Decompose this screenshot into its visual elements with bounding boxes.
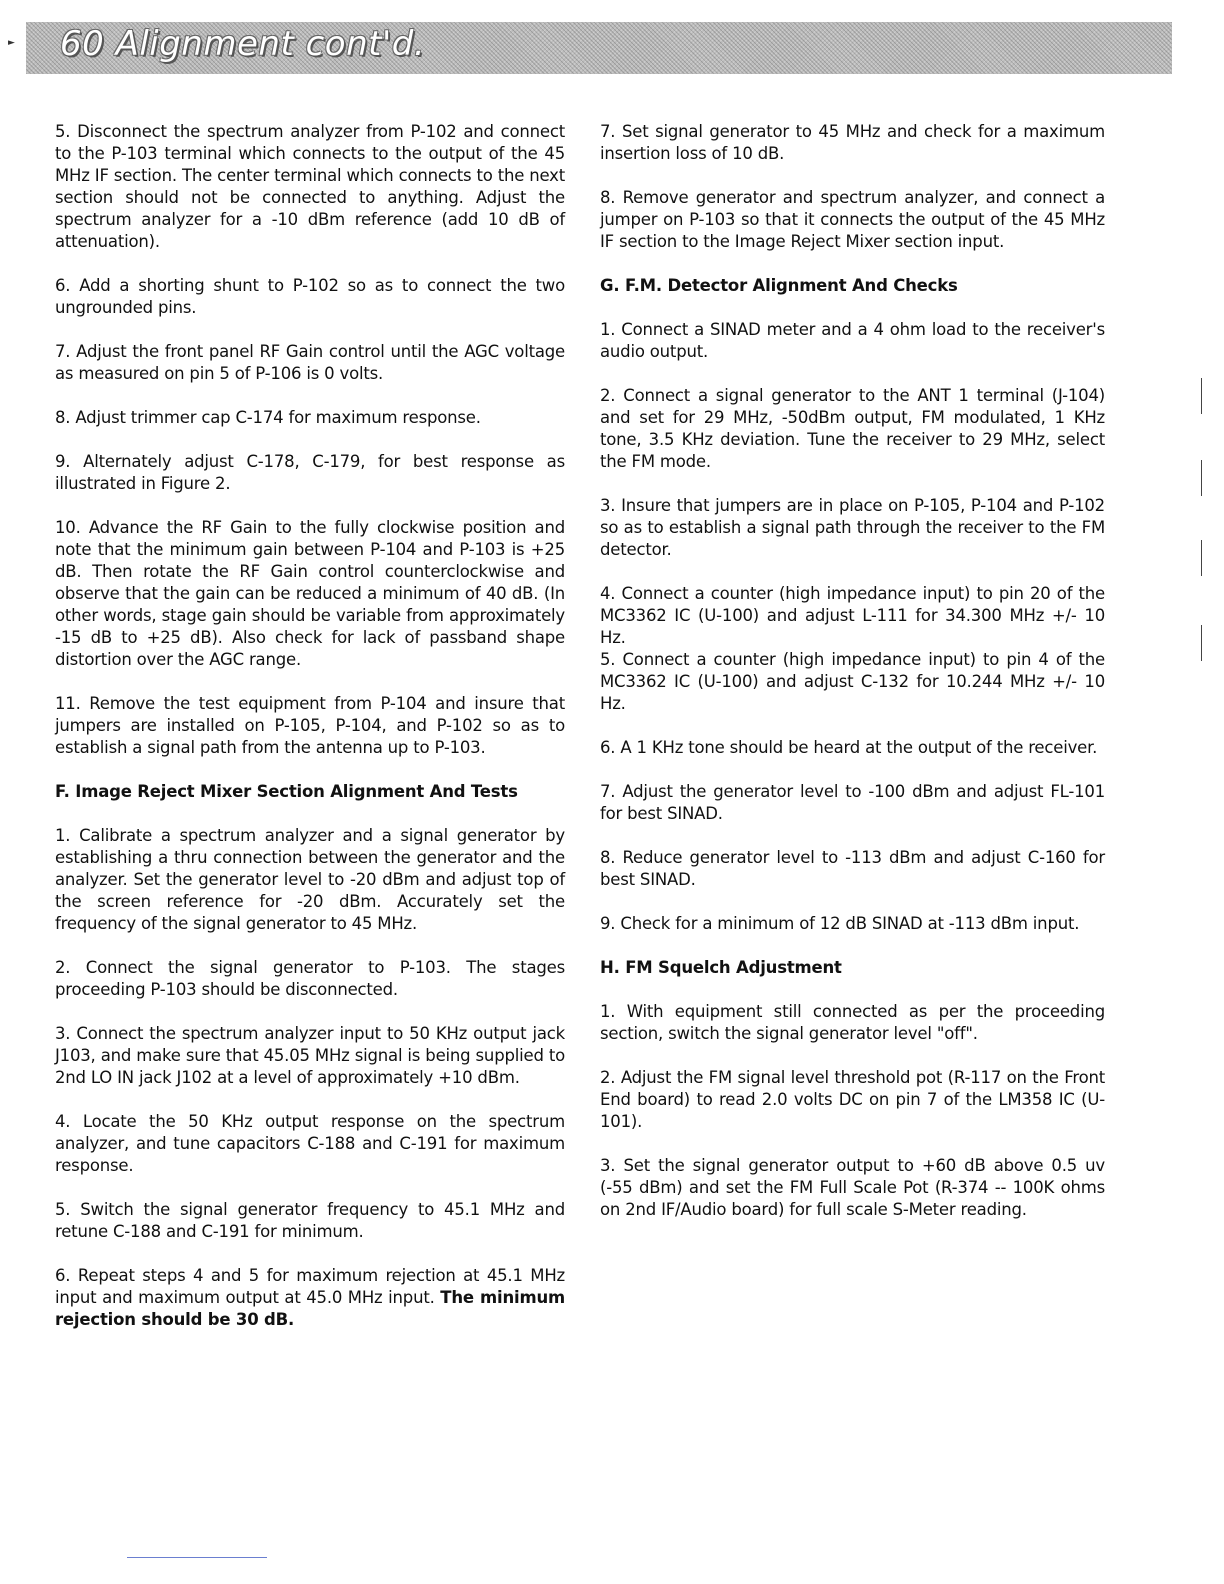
left-column [55, 121, 565, 1353]
right-column [600, 121, 1105, 1243]
step-e10: 10. Advance the RF Gain to the fully clockwise position and note that the minimum gain between P-104 and P-103 is +25 dB. Then rotate the RF Gain control counterclockwise and observe that the gain can be reduced a minimum of 40 dB. (In other words, stage gain should be variable from approximately -15 dB to +25 dB). Also check for lack of passband shape distortion over the AGC range. [55, 518, 565, 669]
step-g6: 6. A 1 KHz tone should be heard at the output of the receiver. [600, 738, 1098, 757]
scan-edge-mark [1201, 625, 1202, 661]
step-g2: 2. Connect a signal generator to the ANT 1 terminal (J-104) and set for 29 MHz, -50dBm output, FM modulated, 1 KHz tone, 3.5 KHz deviation. Tune the receiver to 29 MHz, select the FM mode. [600, 386, 1105, 471]
step-e8-right: 8. Remove generator and spectrum analyzer, and connect a jumper on P-103 so that it connects the output of the 45 MHz IF section to the Image Reject Mixer section input. [600, 188, 1105, 251]
step-e11: 11. Remove the test equipment from P-104 and insure that jumpers are installed on P-105, P-104, and P-102 so as to establish a signal path from the antenna up to P-103. [55, 694, 565, 757]
margin-mark: ► [8, 38, 15, 48]
step-f1: 1. Calibrate a spectrum analyzer and a signal generator by establishing a thru connection between the generator and the analyzer. Set the generator level to -20 dBm and adjust top of the screen reference for -20 dBm. Accurately set the frequency of the signal generator to 45 MHz. [55, 826, 565, 933]
page-title: 60 Alignment cont'd. [60, 24, 426, 64]
step-f6-text: 6. Repeat steps 4 and 5 for maximum rejection at 45.1 MHz input and maximum output at 45.0 MHz input. [55, 1266, 565, 1307]
scan-edge-mark [1201, 460, 1202, 496]
step-h1: 1. With equipment still connected as per the proceeding section, switch the signal generator level "off". [600, 1002, 1105, 1043]
section-heading-g: G. F.M. Detector Alignment And Checks [600, 276, 958, 295]
step-e5: 5. Disconnect the spectrum analyzer from P-102 and connect to the P-103 terminal which connects to the output of the 45 MHz IF section. The center terminal which connects to the next section should not be connected to anything. Adjust the spectrum analyzer for a -10 dBm reference (add 10 dB of attenuation). [55, 122, 565, 251]
step-e7: 7. Adjust the front panel RF Gain control until the AGC voltage as measured on pin 5 of P-106 is 0 volts. [55, 342, 565, 383]
step-e7-right: 7. Set signal generator to 45 MHz and check for a maximum insertion loss of 10 dB. [600, 122, 1105, 163]
bottom-rule [127, 1557, 267, 1558]
scan-edge-mark [1201, 540, 1202, 576]
step-g4: 4. Connect a counter (high impedance input) to pin 20 of the MC3362 IC (U-100) and adjust L-111 for 34.300 MHz +/- 10 Hz. [600, 584, 1105, 647]
step-g1: 1. Connect a SINAD meter and a 4 ohm load to the receiver's audio output. [600, 320, 1105, 361]
step-f3: 3. Connect the spectrum analyzer input to 50 KHz output jack J103, and make sure that 45.05 MHz signal is being supplied to 2nd LO IN jack J102 at a level of approximately +10 dBm. [55, 1024, 565, 1087]
step-g8: 8. Reduce generator level to -113 dBm and adjust C-160 for best SINAD. [600, 848, 1105, 889]
scan-edge-mark [1201, 378, 1202, 414]
step-f6 [55, 1265, 565, 1331]
step-g9: 9. Check for a minimum of 12 dB SINAD at -113 dBm input. [600, 914, 1080, 933]
section-heading-f: F. Image Reject Mixer Section Alignment And Tests [55, 782, 518, 801]
step-f6-bold-note: The minimum rejection should be 30 dB. [55, 1288, 565, 1329]
step-h3: 3. Set the signal generator output to +60 dB above 0.5 uv (-55 dBm) and set the FM Full Scale Pot (R-374 -- 100K ohms on 2nd IF/Audio board) for full scale S-Meter reading. [600, 1156, 1105, 1219]
step-e9: 9. Alternately adjust C-178, C-179, for best response as illustrated in Figure 2. [55, 452, 565, 493]
step-e8: 8. Adjust trimmer cap C-174 for maximum response. [55, 408, 481, 427]
step-h2: 2. Adjust the FM signal level threshold pot (R-117 on the Front End board) to read 2.0 volts DC on pin 7 of the LM358 IC (U-101). [600, 1068, 1105, 1131]
step-f5: 5. Switch the signal generator frequency to 45.1 MHz and retune C-188 and C-191 for minimum. [55, 1200, 565, 1241]
step-g5: 5. Connect a counter (high impedance input) to pin 4 of the MC3362 IC (U-100) and adjust C-132 for 10.244 MHz +/- 10 Hz. [600, 650, 1105, 713]
step-f4: 4. Locate the 50 KHz output response on the spectrum analyzer, and tune capacitors C-188 and C-191 for maximum response. [55, 1112, 565, 1175]
step-g3: 3. Insure that jumpers are in place on P-105, P-104 and P-102 so as to establish a signal path through the receiver to the FM detector. [600, 496, 1105, 559]
header-banner [26, 22, 1172, 74]
step-e6: 6. Add a shorting shunt to P-102 so as to connect the two ungrounded pins. [55, 276, 565, 317]
step-f2: 2. Connect the signal generator to P-103. The stages proceeding P-103 should be disconnected. [55, 958, 565, 999]
step-g7: 7. Adjust the generator level to -100 dBm and adjust FL-101 for best SINAD. [600, 782, 1105, 823]
section-heading-h: H. FM Squelch Adjustment [600, 958, 842, 977]
